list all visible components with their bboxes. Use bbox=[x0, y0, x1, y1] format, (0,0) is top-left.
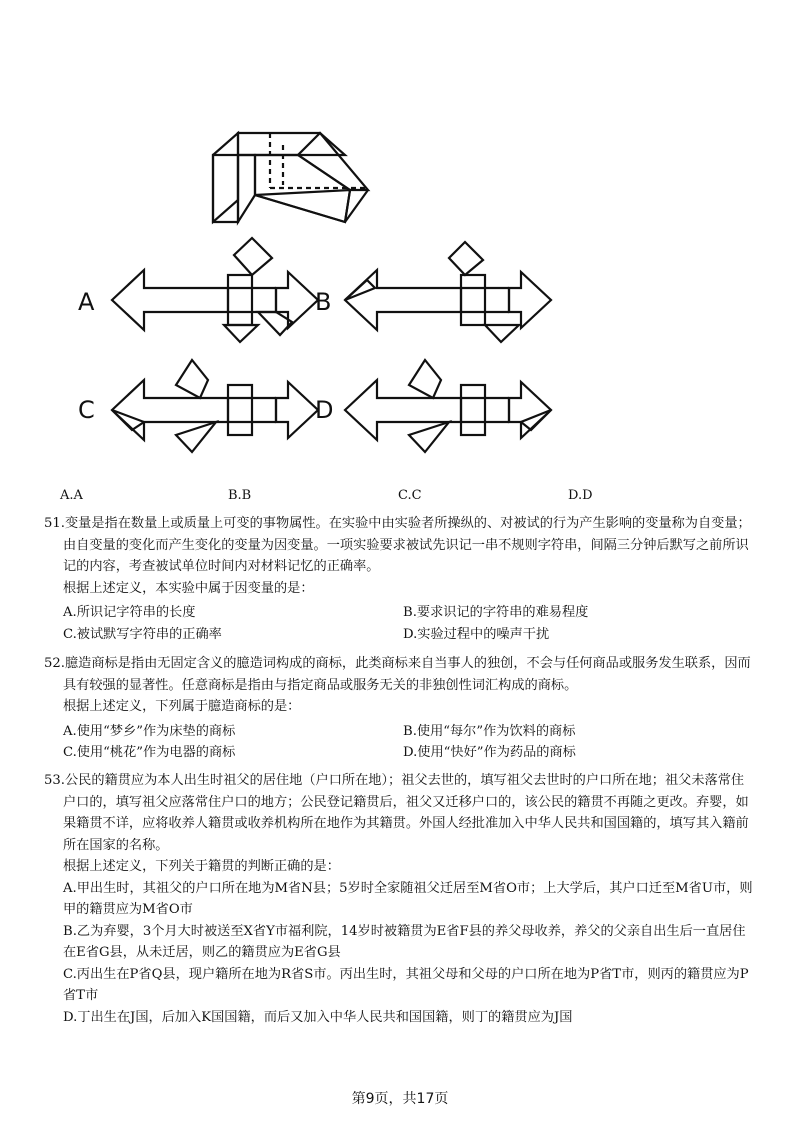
q53-stem: 53.公民的籍贯应为本人出生时祖父的居住地（户口所在地）；祖父去世的，填写祖父去世时的户口所在地；祖父未落常住户口的，填写祖父应落常住户口的地方；公民登记籍贯后，祖父又迁移户口的，该公民的籍贯不再随之更改。弃婴，如果籍贯不详，应将收养人籍贯或收养机构所在地作为其籍贯。外国人经批准加入中华人民共和国国籍的，填写其入籍前所在国家的名称。 bbox=[44, 773, 749, 853]
q52-stem: 52.臆造商标是指由无固定含义的臆造词构成的商标，此类商标来自当事人的独创，不会与任何商品或服务发生联系，因而具有较强的显著性。任意商标是指由与指定商品或服务无关的非独创性词汇构成的商标。 bbox=[44, 656, 751, 693]
q51-option-b[interactable]: B.要求识记的字符串的难易程度 bbox=[403, 605, 589, 620]
net-option-b bbox=[345, 242, 551, 342]
q50-option-c[interactable]: C.C bbox=[398, 488, 422, 503]
q52-option-a[interactable]: A.使用“梦乡”作为床垫的商标 bbox=[63, 723, 236, 739]
q52-option-c[interactable]: C.使用“桃花”作为电器的商标 bbox=[63, 745, 236, 760]
solid-3d-figure bbox=[213, 133, 368, 222]
q53-option-a[interactable]: A.甲出生时，其祖父的户口所在地为M省N县；5岁时全家随祖父迁居至M省O市；上大学后，其户口迁至M省U市，则甲的籍贯应为M省O市 bbox=[63, 880, 753, 917]
label-c: C bbox=[78, 396, 95, 424]
q51-option-d[interactable]: D.实验过程中的噪声干扰 bbox=[403, 626, 550, 642]
q50-option-b[interactable]: B.B bbox=[228, 488, 252, 503]
q52-prompt: 根据上述定义，下列属于臆造商标的是： bbox=[63, 699, 301, 714]
q51-prompt: 根据上述定义，本实验中属于因变量的是： bbox=[63, 580, 314, 596]
q53-prompt: 根据上述定义，下列关于籍贯的判断正确的是： bbox=[63, 859, 340, 874]
net-option-c bbox=[112, 360, 318, 452]
q51-stem: 51.变量是指在数量上或质量上可变的事物属性。在实验中由实验者所操纵的、对被试的行为产生影响的变量称为自变量；由自变量的变化而产生变化的变量为因变量。一项实验要求被试先识记一串不规则字符串，间隔三分钟后默写之前所识记的内容，考查被试单位时间内对材料记忆的正确率。 bbox=[44, 516, 751, 574]
q52-option-b[interactable]: B.使用“每尔”作为饮料的商标 bbox=[403, 723, 576, 739]
q51-option-c[interactable]: C.被试默写字符串的正确率 bbox=[63, 626, 222, 642]
question-figure bbox=[0, 0, 800, 480]
q51-option-a[interactable]: A.所识记字符串的长度 bbox=[63, 605, 196, 620]
question-51 bbox=[44, 513, 756, 645]
page-footer: 第9页，共17页 bbox=[351, 1091, 449, 1107]
q50-option-a[interactable]: A.A bbox=[60, 488, 83, 503]
q52-option-d[interactable]: D.使用“快好”作为药品的商标 bbox=[403, 745, 576, 760]
net-option-d bbox=[345, 360, 551, 452]
question-53 bbox=[44, 770, 756, 1028]
q50-option-d[interactable]: D.D bbox=[568, 488, 593, 503]
question-52 bbox=[44, 653, 756, 764]
q53-option-d[interactable]: D.丁出生在J国，后加入K国国籍，而后又加入中华人民共和国国籍，则丁的籍贯应为J国 bbox=[63, 1009, 573, 1025]
q53-option-b[interactable]: B.乙为弃婴，3个月大时被送至X省Y市福利院，14岁时被籍贯为E省F县的养父母收养，养父的父亲自出生后一直居住在E省G县，从未迁居，则乙的籍贯应为E省G县 bbox=[63, 923, 746, 960]
label-a: A bbox=[78, 288, 95, 316]
net-option-a bbox=[112, 238, 318, 342]
label-d: D bbox=[315, 396, 334, 424]
q53-option-c[interactable]: C.丙出生在P省Q县，现户籍所在地为R省S市。丙出生时，其祖父母和父母的户口所在地为P省T市，则丙的籍贯应为P省T市 bbox=[63, 966, 749, 1003]
label-b: B bbox=[315, 288, 332, 316]
